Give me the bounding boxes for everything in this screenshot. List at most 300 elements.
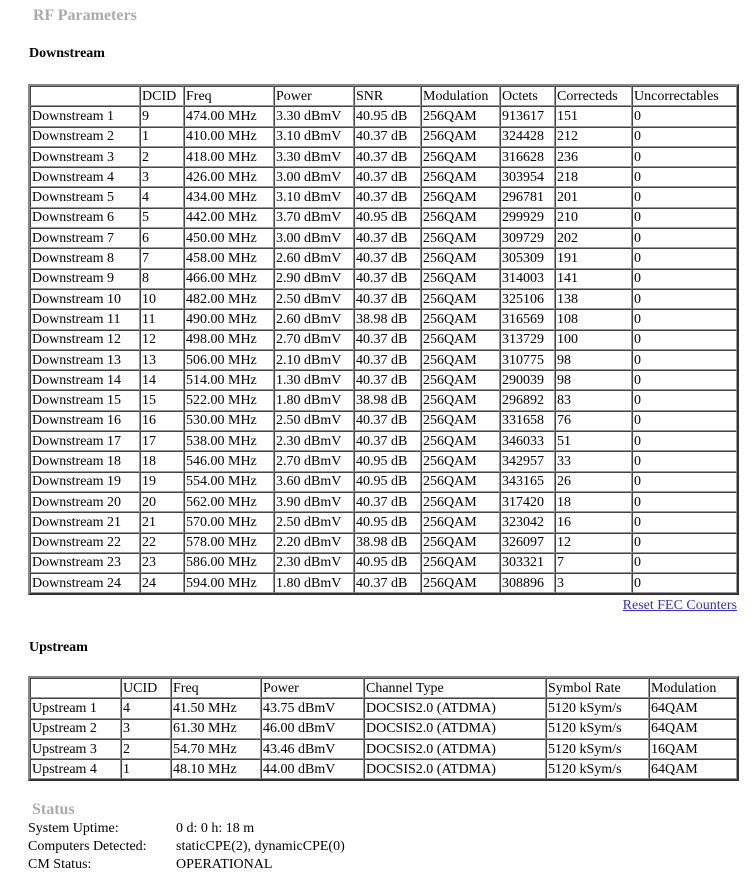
table-cell: 20 <box>140 492 184 512</box>
column-header: UCID <box>121 678 171 698</box>
table-cell: 22 <box>140 533 184 553</box>
table-cell: 466.00 MHz <box>184 269 274 289</box>
table-cell: 1 <box>121 759 171 779</box>
table-cell: 64QAM <box>649 698 737 718</box>
table-cell: 458.00 MHz <box>184 248 274 268</box>
table-cell: 15 <box>140 390 184 410</box>
table-cell: 98 <box>555 370 632 390</box>
status-row-computers <box>28 839 345 855</box>
table-cell: 498.00 MHz <box>184 330 274 350</box>
table-cell: Downstream 13 <box>30 350 140 370</box>
table-cell: Downstream 19 <box>30 472 140 492</box>
downstream-row <box>30 167 737 187</box>
table-cell: 40.95 dB <box>354 553 421 573</box>
table-cell: 12 <box>140 330 184 350</box>
table-cell: 64QAM <box>649 719 737 739</box>
table-cell: 554.00 MHz <box>184 472 274 492</box>
status-title: Status <box>32 801 75 818</box>
status-value: 0 d: 0 h: 18 m <box>176 821 255 836</box>
table-cell: 3.00 dBmV <box>274 228 354 248</box>
table-cell: 3.10 dBmV <box>274 187 354 207</box>
table-cell: 1.80 dBmV <box>274 573 354 593</box>
table-cell: 98 <box>555 350 632 370</box>
table-cell: 1.80 dBmV <box>274 390 354 410</box>
table-cell: 324428 <box>500 127 555 147</box>
table-cell: 256QAM <box>421 390 500 410</box>
table-cell: 256QAM <box>421 370 500 390</box>
table-cell: 2.50 dBmV <box>274 411 354 431</box>
table-cell: 0 <box>632 330 737 350</box>
table-cell: 9 <box>140 106 184 126</box>
downstream-row <box>30 147 737 167</box>
table-cell: 3.00 dBmV <box>274 167 354 187</box>
table-cell: 38.98 dB <box>354 390 421 410</box>
table-cell: 38.98 dB <box>354 309 421 329</box>
table-cell: 7 <box>140 248 184 268</box>
table-cell: Downstream 7 <box>30 228 140 248</box>
table-cell: 0 <box>632 553 737 573</box>
table-cell: 0 <box>632 106 737 126</box>
table-cell: 40.37 dB <box>354 330 421 350</box>
table-cell: 303954 <box>500 167 555 187</box>
table-cell: Downstream 6 <box>30 208 140 228</box>
column-header: SNR <box>354 86 421 106</box>
table-cell: 3.60 dBmV <box>274 472 354 492</box>
table-cell: 323042 <box>500 512 555 532</box>
table-cell: 2.50 dBmV <box>274 512 354 532</box>
table-cell: 138 <box>555 289 632 309</box>
table-cell: 0 <box>632 411 737 431</box>
table-cell: 2.10 dBmV <box>274 350 354 370</box>
table-cell: 16 <box>555 512 632 532</box>
table-cell: 3.90 dBmV <box>274 492 354 512</box>
status-label: Computers Detected: <box>28 839 147 854</box>
table-cell: 236 <box>555 147 632 167</box>
table-cell: 151 <box>555 106 632 126</box>
downstream-row <box>30 106 737 126</box>
table-cell: 141 <box>555 269 632 289</box>
table-cell: 256QAM <box>421 248 500 268</box>
table-cell: 0 <box>632 533 737 553</box>
table-cell: Upstream 1 <box>30 698 121 718</box>
table-cell: 40.37 dB <box>354 248 421 268</box>
table-cell: 5 <box>140 208 184 228</box>
table-cell: 256QAM <box>421 106 500 126</box>
table-cell: 40.37 dB <box>354 492 421 512</box>
table-cell: DOCSIS2.0 (ATDMA) <box>364 759 546 779</box>
table-cell: Downstream 17 <box>30 431 140 451</box>
table-cell: 0 <box>632 472 737 492</box>
column-header: DCID <box>140 86 184 106</box>
table-cell: 5120 kSym/s <box>546 759 649 779</box>
table-cell: 2.70 dBmV <box>274 330 354 350</box>
table-cell: 24 <box>140 573 184 593</box>
table-cell: 256QAM <box>421 208 500 228</box>
table-cell: DOCSIS2.0 (ATDMA) <box>364 739 546 759</box>
table-cell: 0 <box>632 208 737 228</box>
table-cell: 40.95 dB <box>354 451 421 471</box>
table-cell: 256QAM <box>421 451 500 471</box>
table-cell: 314003 <box>500 269 555 289</box>
table-cell: 0 <box>632 431 737 451</box>
table-cell: Downstream 14 <box>30 370 140 390</box>
table-cell: 2.30 dBmV <box>274 553 354 573</box>
table-cell: 256QAM <box>421 228 500 248</box>
upstream-row <box>30 698 737 718</box>
reset-fec-counters-link[interactable]: Reset FEC Counters <box>622 598 737 613</box>
table-cell: 43.75 dBmV <box>261 698 364 718</box>
table-cell: 10 <box>140 289 184 309</box>
table-cell: 343165 <box>500 472 555 492</box>
table-cell: 40.95 dB <box>354 512 421 532</box>
downstream-row <box>30 431 737 451</box>
table-cell: Downstream 1 <box>30 106 140 126</box>
status-row-uptime <box>28 821 254 837</box>
upstream-row <box>30 719 737 739</box>
table-cell: 191 <box>555 248 632 268</box>
table-cell: 40.95 dB <box>354 106 421 126</box>
table-cell: 19 <box>140 472 184 492</box>
table-cell: 346033 <box>500 431 555 451</box>
table-cell: 40.37 dB <box>354 573 421 593</box>
table-cell: 40.95 dB <box>354 208 421 228</box>
table-cell: Downstream 11 <box>30 309 140 329</box>
table-cell: 530.00 MHz <box>184 411 274 431</box>
table-cell: 0 <box>632 370 737 390</box>
table-cell: 83 <box>555 390 632 410</box>
table-cell: Downstream 15 <box>30 390 140 410</box>
table-cell: 201 <box>555 187 632 207</box>
table-cell: 0 <box>632 248 737 268</box>
table-cell: 299929 <box>500 208 555 228</box>
table-cell: 26 <box>555 472 632 492</box>
table-cell: 256QAM <box>421 411 500 431</box>
downstream-row <box>30 451 737 471</box>
table-cell: 12 <box>555 533 632 553</box>
downstream-row <box>30 370 737 390</box>
table-cell: 256QAM <box>421 573 500 593</box>
table-cell: 4 <box>121 698 171 718</box>
table-cell: 40.37 dB <box>354 127 421 147</box>
status-value: staticCPE(2), dynamicCPE(0) <box>176 839 345 854</box>
table-cell: 256QAM <box>421 492 500 512</box>
column-header <box>30 86 140 106</box>
table-cell: 5120 kSym/s <box>546 698 649 718</box>
downstream-row <box>30 289 737 309</box>
table-cell: 7 <box>555 553 632 573</box>
table-cell: Downstream 2 <box>30 127 140 147</box>
table-cell: 11 <box>140 309 184 329</box>
column-header: Channel Type <box>364 678 546 698</box>
table-cell: Downstream 9 <box>30 269 140 289</box>
table-cell: 296781 <box>500 187 555 207</box>
table-cell: 2.70 dBmV <box>274 451 354 471</box>
table-cell: 0 <box>632 147 737 167</box>
table-cell: 0 <box>632 512 737 532</box>
table-cell: 2.50 dBmV <box>274 289 354 309</box>
table-cell: Downstream 18 <box>30 451 140 471</box>
table-cell: 305309 <box>500 248 555 268</box>
table-cell: 48.10 MHz <box>171 759 261 779</box>
table-cell: 418.00 MHz <box>184 147 274 167</box>
table-cell: 313729 <box>500 330 555 350</box>
table-cell: Downstream 12 <box>30 330 140 350</box>
table-cell: 202 <box>555 228 632 248</box>
status-label: System Uptime: <box>28 821 119 836</box>
table-cell: 450.00 MHz <box>184 228 274 248</box>
table-cell: 410.00 MHz <box>184 127 274 147</box>
downstream-row <box>30 228 737 248</box>
table-cell: 303321 <box>500 553 555 573</box>
column-header: Uncorrectables <box>632 86 737 106</box>
column-header <box>30 678 121 698</box>
table-cell: 4 <box>140 187 184 207</box>
downstream-row <box>30 411 737 431</box>
table-cell: 522.00 MHz <box>184 390 274 410</box>
column-header: Symbol Rate <box>546 678 649 698</box>
table-cell: 18 <box>140 451 184 471</box>
table-cell: 331658 <box>500 411 555 431</box>
table-cell: 296892 <box>500 390 555 410</box>
table-cell: 317420 <box>500 492 555 512</box>
table-cell: 0 <box>632 573 737 593</box>
table-cell: 256QAM <box>421 309 500 329</box>
table-cell: 8 <box>140 269 184 289</box>
table-cell: Upstream 3 <box>30 739 121 759</box>
table-cell: 0 <box>632 187 737 207</box>
table-cell: Downstream 4 <box>30 167 140 187</box>
table-cell: 18 <box>555 492 632 512</box>
column-header: Correcteds <box>555 86 632 106</box>
table-cell: 538.00 MHz <box>184 431 274 451</box>
column-header: Modulation <box>649 678 737 698</box>
downstream-row <box>30 472 737 492</box>
table-cell: 40.37 dB <box>354 370 421 390</box>
table-cell: 256QAM <box>421 350 500 370</box>
table-cell: 490.00 MHz <box>184 309 274 329</box>
table-cell: 13 <box>140 350 184 370</box>
table-cell: 33 <box>555 451 632 471</box>
table-cell: 0 <box>632 127 737 147</box>
table-cell: 2.60 dBmV <box>274 248 354 268</box>
downstream-row <box>30 553 737 573</box>
table-cell: 256QAM <box>421 147 500 167</box>
table-cell: 212 <box>555 127 632 147</box>
table-cell: 38.98 dB <box>354 533 421 553</box>
table-cell: 3 <box>121 719 171 739</box>
table-cell: DOCSIS2.0 (ATDMA) <box>364 719 546 739</box>
table-cell: 514.00 MHz <box>184 370 274 390</box>
downstream-row <box>30 350 737 370</box>
table-cell: 316628 <box>500 147 555 167</box>
rf-parameters-title: RF Parameters <box>33 7 137 24</box>
table-cell: 54.70 MHz <box>171 739 261 759</box>
table-cell: Downstream 8 <box>30 248 140 268</box>
table-cell: 2 <box>121 739 171 759</box>
table-cell: 594.00 MHz <box>184 573 274 593</box>
table-cell: 325106 <box>500 289 555 309</box>
table-cell: 17 <box>140 431 184 451</box>
table-cell: 0 <box>632 269 737 289</box>
table-cell: 3 <box>140 167 184 187</box>
table-cell: 64QAM <box>649 759 737 779</box>
table-cell: 100 <box>555 330 632 350</box>
table-cell: 1.30 dBmV <box>274 370 354 390</box>
status-row-cm-status <box>28 857 272 873</box>
table-cell: 310775 <box>500 350 555 370</box>
downstream-row <box>30 573 737 593</box>
table-cell: Downstream 24 <box>30 573 140 593</box>
table-cell: 2 <box>140 147 184 167</box>
table-cell: Upstream 2 <box>30 719 121 739</box>
table-cell: 570.00 MHz <box>184 512 274 532</box>
downstream-row <box>30 269 737 289</box>
table-cell: 562.00 MHz <box>184 492 274 512</box>
table-header-row <box>30 86 737 106</box>
downstream-row <box>30 309 737 329</box>
status-label: CM Status: <box>28 857 92 872</box>
table-cell: DOCSIS2.0 (ATDMA) <box>364 698 546 718</box>
upstream-row <box>30 759 737 779</box>
table-cell: 0 <box>632 289 737 309</box>
column-header: Octets <box>500 86 555 106</box>
table-cell: 256QAM <box>421 553 500 573</box>
table-cell: 326097 <box>500 533 555 553</box>
table-cell: 40.37 dB <box>354 289 421 309</box>
table-cell: 218 <box>555 167 632 187</box>
table-cell: 6 <box>140 228 184 248</box>
table-cell: 308896 <box>500 573 555 593</box>
table-cell: 0 <box>632 167 737 187</box>
upstream-title: Upstream <box>29 640 88 655</box>
table-cell: 442.00 MHz <box>184 208 274 228</box>
table-cell: 256QAM <box>421 289 500 309</box>
table-cell: 3.10 dBmV <box>274 127 354 147</box>
table-cell: Downstream 3 <box>30 147 140 167</box>
table-cell: 40.37 dB <box>354 411 421 431</box>
table-cell: 2.30 dBmV <box>274 431 354 451</box>
table-cell: Downstream 16 <box>30 411 140 431</box>
table-cell: 76 <box>555 411 632 431</box>
downstream-table <box>28 84 739 595</box>
table-cell: 474.00 MHz <box>184 106 274 126</box>
downstream-row <box>30 390 737 410</box>
table-cell: 316569 <box>500 309 555 329</box>
table-cell: 0 <box>632 451 737 471</box>
table-cell: 108 <box>555 309 632 329</box>
table-cell: 256QAM <box>421 187 500 207</box>
downstream-row <box>30 330 737 350</box>
table-cell: 2.60 dBmV <box>274 309 354 329</box>
table-cell: 342957 <box>500 451 555 471</box>
downstream-row <box>30 533 737 553</box>
table-cell: Downstream 5 <box>30 187 140 207</box>
table-cell: 14 <box>140 370 184 390</box>
table-cell: 21 <box>140 512 184 532</box>
table-cell: 46.00 dBmV <box>261 719 364 739</box>
table-cell: Upstream 4 <box>30 759 121 779</box>
table-cell: 0 <box>632 350 737 370</box>
table-cell: 3.30 dBmV <box>274 147 354 167</box>
downstream-row <box>30 248 737 268</box>
table-cell: 43.46 dBmV <box>261 739 364 759</box>
table-cell: 23 <box>140 553 184 573</box>
table-cell: 5120 kSym/s <box>546 739 649 759</box>
table-cell: 3.30 dBmV <box>274 106 354 126</box>
table-cell: 5120 kSym/s <box>546 719 649 739</box>
upstream-table <box>28 676 739 781</box>
table-cell: 41.50 MHz <box>171 698 261 718</box>
table-header-row <box>30 678 737 698</box>
downstream-row <box>30 187 737 207</box>
table-cell: 16QAM <box>649 739 737 759</box>
downstream-row <box>30 512 737 532</box>
table-cell: 40.37 dB <box>354 147 421 167</box>
table-cell: Downstream 22 <box>30 533 140 553</box>
table-cell: 256QAM <box>421 472 500 492</box>
table-cell: 0 <box>632 228 737 248</box>
table-cell: 40.37 dB <box>354 431 421 451</box>
column-header: Power <box>274 86 354 106</box>
table-cell: 40.37 dB <box>354 187 421 207</box>
table-cell: 434.00 MHz <box>184 187 274 207</box>
table-cell: 546.00 MHz <box>184 451 274 471</box>
table-cell: Downstream 20 <box>30 492 140 512</box>
table-cell: 2.90 dBmV <box>274 269 354 289</box>
column-header: Modulation <box>421 86 500 106</box>
table-cell: 3 <box>555 573 632 593</box>
table-cell: 426.00 MHz <box>184 167 274 187</box>
table-cell: Downstream 21 <box>30 512 140 532</box>
table-cell: 40.37 dB <box>354 228 421 248</box>
column-header: Freq <box>171 678 261 698</box>
table-cell: 0 <box>632 390 737 410</box>
table-cell: Downstream 10 <box>30 289 140 309</box>
table-cell: 913617 <box>500 106 555 126</box>
table-cell: 16 <box>140 411 184 431</box>
table-cell: Downstream 23 <box>30 553 140 573</box>
table-cell: 40.95 dB <box>354 472 421 492</box>
table-cell: 40.37 dB <box>354 350 421 370</box>
table-cell: 2.20 dBmV <box>274 533 354 553</box>
table-cell: 482.00 MHz <box>184 289 274 309</box>
table-cell: 256QAM <box>421 269 500 289</box>
table-cell: 1 <box>140 127 184 147</box>
table-cell: 256QAM <box>421 330 500 350</box>
table-cell: 40.37 dB <box>354 167 421 187</box>
table-cell: 44.00 dBmV <box>261 759 364 779</box>
table-cell: 309729 <box>500 228 555 248</box>
column-header: Power <box>261 678 364 698</box>
table-cell: 578.00 MHz <box>184 533 274 553</box>
downstream-row <box>30 208 737 228</box>
table-cell: 256QAM <box>421 512 500 532</box>
table-cell: 256QAM <box>421 127 500 147</box>
column-header: Freq <box>184 86 274 106</box>
downstream-row <box>30 127 737 147</box>
table-cell: 290039 <box>500 370 555 390</box>
table-cell: 506.00 MHz <box>184 350 274 370</box>
table-cell: 256QAM <box>421 431 500 451</box>
upstream-row <box>30 739 737 759</box>
status-value: OPERATIONAL <box>176 857 273 872</box>
downstream-row <box>30 492 737 512</box>
table-cell: 61.30 MHz <box>171 719 261 739</box>
table-cell: 51 <box>555 431 632 451</box>
table-cell: 40.37 dB <box>354 269 421 289</box>
table-cell: 256QAM <box>421 167 500 187</box>
table-cell: 210 <box>555 208 632 228</box>
